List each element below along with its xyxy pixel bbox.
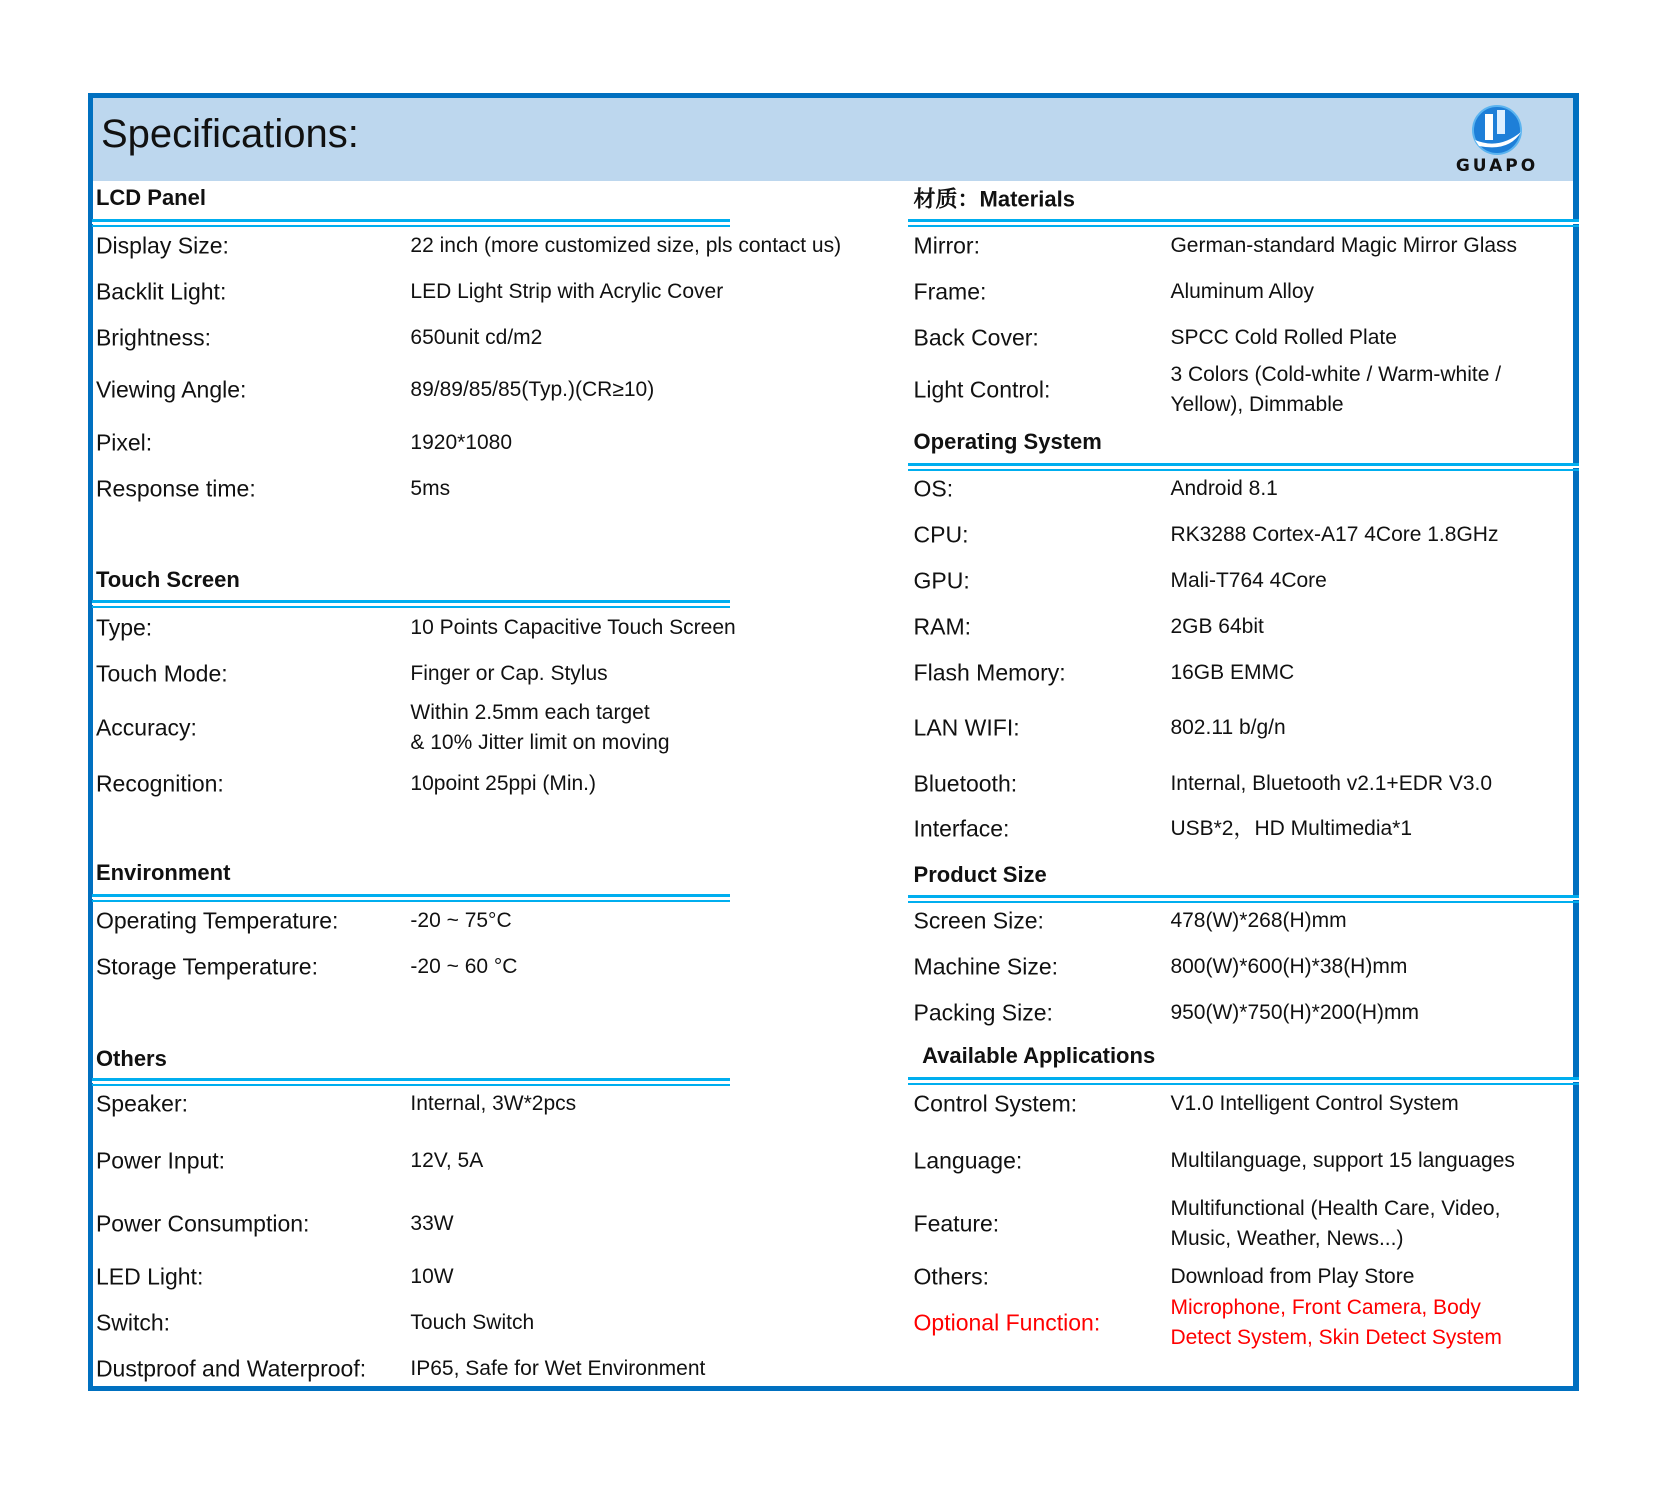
spec-value-line: & 10% Jitter limit on moving	[410, 731, 670, 755]
spec-value-line: Multifunctional (Health Care, Video,	[1170, 1196, 1501, 1220]
spec-value-line: Multilanguage, support 15 languages	[1170, 1148, 1515, 1172]
spec-value	[410, 1354, 705, 1384]
spec-value	[410, 906, 511, 936]
spec-value	[1170, 1146, 1514, 1176]
spec-label: GPU:	[913, 567, 970, 594]
spec-value	[410, 1146, 483, 1176]
spec-label: CPU:	[913, 521, 969, 548]
section-divider	[908, 463, 1579, 471]
spec-value-line: USB*2，HD Multimedia*1	[1170, 817, 1413, 841]
spec-value-line: 802.11 b/g/n	[1170, 716, 1286, 740]
spec-value	[410, 428, 512, 458]
spec-value-line: 22 inch (more customized size, pls contact us)	[410, 234, 842, 258]
spec-label: Recognition:	[95, 770, 224, 796]
spec-value	[1170, 1089, 1458, 1119]
spec-value	[410, 231, 841, 261]
logo-text: GUAPO	[1455, 156, 1539, 176]
spec-value	[410, 1308, 534, 1338]
section-heading: 材质：Materials	[913, 186, 1075, 212]
spec-label: Back Cover:	[913, 324, 1039, 351]
spec-value	[410, 323, 542, 353]
spec-value-line: IP65, Safe for Wet Environment	[410, 1356, 706, 1380]
spec-label: Response time:	[95, 475, 256, 502]
spec-value-line: 800(W)*600(H)*38(H)mm	[1170, 954, 1408, 978]
spec-value	[410, 952, 517, 982]
spec-value-line: Detect System, Skin Detect System	[1170, 1325, 1502, 1349]
spec-value	[1170, 277, 1314, 307]
spec-label: Backlit Light:	[95, 278, 227, 305]
spec-value-line: 950(W)*750(H)*200(H)mm	[1170, 1000, 1420, 1024]
spec-label: Power Consumption:	[95, 1210, 310, 1237]
spec-value	[410, 375, 654, 405]
section-divider	[92, 600, 731, 608]
spec-value-line: Mali-T764 4Core	[1170, 568, 1327, 592]
spec-value-line: LED Light Strip with Acrylic Cover	[410, 280, 724, 304]
spec-value	[1170, 998, 1419, 1028]
spec-value	[410, 769, 596, 799]
spec-value-line: 10 Points Capacitive Touch Screen	[410, 615, 736, 639]
spec-value-line: -20 ~ 75°C	[410, 909, 512, 933]
spec-value-line: 3 Colors (Cold-white / Warm-white /	[1170, 363, 1502, 387]
spec-value-line: Touch Switch	[410, 1310, 535, 1334]
section-divider	[908, 895, 1579, 903]
spec-value	[410, 659, 607, 689]
spec-value	[1170, 814, 1412, 844]
spec-value	[1170, 952, 1407, 982]
guapo-logo-icon	[1439, 104, 1555, 176]
spec-label: Viewing Angle:	[95, 376, 247, 403]
section-divider	[92, 219, 731, 227]
spec-value	[410, 613, 735, 643]
section-heading: Environment	[95, 860, 231, 886]
spec-label: Light Control:	[913, 376, 1051, 403]
spec-value	[1170, 612, 1263, 642]
spec-label: Others:	[913, 1263, 989, 1290]
spec-label: Machine Size:	[913, 953, 1059, 980]
spec-label: LAN WIFI:	[913, 714, 1020, 741]
spec-value-line: Within 2.5mm each target	[410, 701, 650, 725]
section-heading: Operating System	[913, 429, 1102, 455]
spec-label: Bluetooth:	[913, 770, 1018, 796]
spec-value-line: -20 ~ 60 °C	[410, 954, 518, 978]
spec-value-line: Download from Play Store	[1170, 1265, 1415, 1289]
spec-value	[410, 1089, 576, 1119]
spec-value	[410, 474, 450, 504]
spec-value	[1170, 1262, 1414, 1292]
spec-label: LED Light:	[95, 1263, 204, 1290]
spec-value	[1170, 474, 1277, 504]
spec-value-line: Internal, 3W*2pcs	[410, 1092, 577, 1116]
spec-value-line: 16GB EMMC	[1170, 660, 1295, 684]
section-divider	[908, 1077, 1579, 1085]
spec-label: Power Input:	[95, 1147, 226, 1174]
spec-value-line: 5ms	[410, 477, 451, 501]
spec-label: RAM:	[913, 613, 972, 640]
spec-value	[1170, 906, 1346, 936]
spec-label: Storage Temperature:	[95, 953, 318, 980]
spec-value-line: Microphone, Front Camera, Body	[1170, 1295, 1481, 1319]
spec-value-line: Yellow), Dimmable	[1170, 393, 1344, 417]
spec-value-line: 478(W)*268(H)mm	[1170, 909, 1347, 933]
spec-value	[1170, 1293, 1501, 1353]
spec-label: Mirror:	[913, 232, 980, 259]
section-heading: LCD Panel	[95, 185, 206, 211]
spec-label: Control System:	[913, 1090, 1078, 1117]
spec-label: Interface:	[913, 815, 1010, 842]
spec-label: Pixel:	[95, 429, 153, 456]
section-heading: Product Size	[913, 862, 1047, 888]
spec-value	[1170, 231, 1517, 261]
spec-label: Speaker:	[95, 1090, 188, 1117]
spec-label: Accuracy:	[95, 714, 197, 741]
spec-value-line: V1.0 Intelligent Control System	[1170, 1092, 1459, 1116]
spec-value-line: SPCC Cold Rolled Plate	[1170, 325, 1397, 349]
spec-value	[1170, 360, 1501, 420]
spec-value-line: 2GB 64bit	[1170, 614, 1264, 638]
spec-value	[1170, 566, 1326, 596]
spec-value-line: 33W	[410, 1211, 454, 1235]
section-heading: Others	[95, 1045, 167, 1071]
spec-value-line: 650unit cd/m2	[410, 325, 543, 349]
spec-value-line: 10W	[410, 1265, 454, 1289]
spec-label: Brightness:	[95, 324, 211, 351]
spec-value-line: 12V, 5A	[410, 1148, 484, 1172]
spec-label: Display Size:	[95, 232, 229, 259]
section-divider	[908, 219, 1579, 227]
section-heading: Touch Screen	[95, 566, 240, 592]
spec-value	[1170, 520, 1498, 550]
spec-value-line: German-standard Magic Mirror Glass	[1170, 234, 1518, 258]
spec-value	[1170, 323, 1396, 353]
spec-value	[410, 1209, 453, 1239]
spec-label: OS:	[913, 475, 954, 502]
header-bar	[93, 98, 1573, 181]
spec-value-line: 89/89/85/85(Typ.)(CR≥10)	[410, 378, 655, 402]
page-title: Specifications:	[101, 112, 359, 156]
spec-value-line: Android 8.1	[1170, 477, 1278, 501]
spec-label: Switch:	[95, 1309, 171, 1336]
spec-label: Type:	[95, 614, 153, 641]
specifications-sheet	[88, 93, 1579, 1391]
spec-value-line: Music, Weather, News...)	[1170, 1226, 1404, 1250]
spec-label: Operating Temperature:	[95, 907, 339, 934]
spec-label: Screen Size:	[913, 907, 1044, 934]
spec-value	[1170, 1194, 1500, 1254]
spec-label: Dustproof and Waterproof:	[95, 1355, 367, 1382]
spec-value-line: Internal, Bluetooth v2.1+EDR V3.0	[1170, 771, 1493, 795]
spec-label: Language:	[913, 1147, 1023, 1174]
section-heading: Available Applications	[922, 1043, 1156, 1069]
spec-value	[1170, 769, 1492, 799]
spec-value	[410, 277, 723, 307]
section-divider	[92, 1078, 731, 1086]
spec-value	[410, 698, 669, 758]
spec-value-line: Finger or Cap. Stylus	[410, 661, 608, 685]
spec-value-line: 10point 25ppi (Min.)	[410, 771, 597, 795]
spec-label: Packing Size:	[913, 999, 1053, 1026]
section-divider	[92, 894, 731, 902]
spec-label: Flash Memory:	[913, 659, 1066, 686]
spec-value-line: RK3288 Cortex-A17 4Core 1.8GHz	[1170, 523, 1499, 547]
spec-value	[410, 1262, 453, 1292]
spec-value	[1170, 658, 1294, 688]
spec-label: Feature:	[913, 1210, 1000, 1237]
spec-label: Frame:	[913, 278, 987, 305]
spec-value-line: Aluminum Alloy	[1170, 280, 1315, 304]
spec-label: Optional Function:	[913, 1309, 1101, 1336]
spec-value-line: 1920*1080	[410, 431, 513, 455]
spec-value	[1170, 713, 1285, 743]
spec-label: Touch Mode:	[95, 660, 228, 687]
